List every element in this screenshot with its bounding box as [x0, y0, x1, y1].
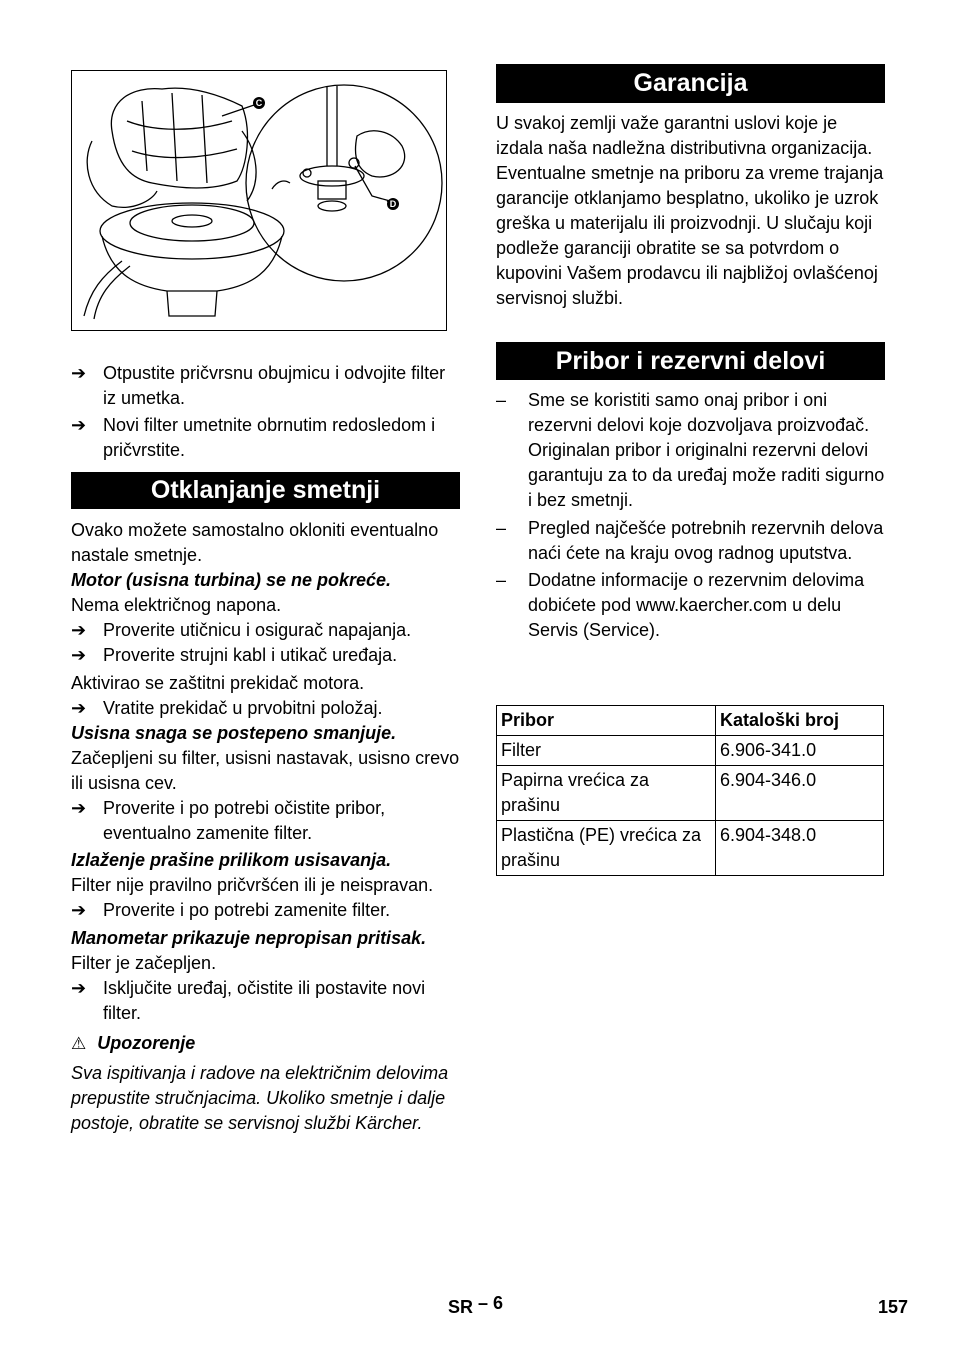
- table-cell: 6.904-346.0: [716, 766, 884, 821]
- table-cell: Plastična (PE) vrećica za prašinu: [497, 821, 716, 876]
- fix-item: [71, 976, 461, 1026]
- table-header-cell: Kataloški broj: [716, 706, 884, 736]
- warning-heading: [71, 1031, 461, 1056]
- table-row: [497, 821, 884, 876]
- dash-icon: –: [496, 390, 507, 410]
- callout-d-label: D: [389, 199, 397, 209]
- table-cell: Filter: [497, 736, 716, 766]
- warning-icon: ⚠: [71, 1034, 87, 1053]
- list-item-text: Dodatne informacije o rezervnim delovima dobićete pod www.kaercher.com u delu Servis (Service).: [528, 570, 865, 640]
- fix-text: Proverite strujni kabl i utikač uređaja.: [103, 645, 398, 665]
- footer-page-number: 157: [878, 1297, 909, 1317]
- table-row: [497, 736, 884, 766]
- arrow-icon: ➔: [71, 363, 87, 383]
- table-cell: 6.904-348.0: [716, 821, 884, 876]
- footer-section-label: [448, 1293, 504, 1318]
- list-item: [496, 568, 886, 643]
- fix-text: Vratite prekidač u prvobitni položaj.: [103, 698, 383, 718]
- fix-text: Proverite i po potrebi zamenite filter.: [103, 900, 391, 920]
- arrow-icon: ➔: [71, 415, 87, 435]
- guarantee-text: U svakoj zemlji važe garantni uslovi koje je izdala naša nadležna distributivna organizacija. Eventualne smetnje na priboru za vreme trajanja garancije otklanjamo besplatno, ukoliko je uzrok greška u materijalu ili proizvodnji. U slučaju koji podleže garanciji obratite se sa potvrdom o kupovini Vašem prodavcu ili najbližoj ovlašćenoj servisnoj službi.: [496, 113, 884, 308]
- fix-item: [71, 696, 461, 721]
- section-title-troubleshooting: Otklanjanje smetnji: [71, 472, 460, 509]
- intro-text: Ovako možete samostalno okloniti eventualno nastale smetnje.: [71, 520, 439, 565]
- section-title-guarantee: Garancija: [496, 64, 885, 103]
- fault-title: Usisna snaga se postepeno smanjuje.: [71, 723, 397, 743]
- vacuum-filter-illustration: [71, 70, 447, 331]
- list-item: [496, 388, 886, 513]
- step-item: [71, 413, 461, 463]
- list-item-text: Pregled najčešće potrebnih rezervnih delova naći ćete na kraju ovog radnog uputstva.: [528, 518, 884, 563]
- table-cell: 6.906-341.0: [716, 736, 884, 766]
- table-header-cell: Pribor: [497, 706, 716, 736]
- table-cell: Papirna vrećica za prašinu: [497, 766, 716, 821]
- section-title-accessories: Pribor i rezervni delovi: [496, 342, 885, 380]
- step-item: [71, 361, 461, 411]
- fault-cause: Filter je začepljen.: [71, 953, 217, 973]
- callout-c-label: C: [255, 98, 263, 108]
- arrow-icon: ➔: [71, 620, 87, 640]
- parts-table: [496, 705, 884, 876]
- warning-text: Sva ispitivanja i radove na električnim delovima prepustite stručnjacima. Ukoliko smetnje i dalje postoje, obratite se servisnoj službi Kärcher.: [71, 1063, 449, 1133]
- fix-text: Proverite utičnicu i osigurač napajanja.: [103, 620, 412, 640]
- fix-text: Proverite i po potrebi očistite pribor, eventualno zamenite filter.: [103, 798, 386, 843]
- fault-title: Motor (usisna turbina) se ne pokreće.: [71, 570, 392, 590]
- fix-item: [71, 618, 461, 643]
- arrow-icon: ➔: [71, 900, 87, 920]
- arrow-icon: ➔: [71, 645, 87, 665]
- list-item: [496, 516, 886, 566]
- fault-cause: Aktivirao se zaštitni prekidač motora.: [71, 673, 365, 693]
- fix-item: [71, 643, 461, 668]
- warning-title: Upozorenje: [97, 1033, 196, 1053]
- fix-item: [71, 898, 461, 923]
- step-text: Novi filter umetnite obrnutim redosledom i pričvrstite.: [103, 415, 436, 460]
- dash-icon: –: [496, 570, 507, 590]
- footer-section: SR: [448, 1297, 474, 1317]
- fault-cause: Nema električnog napona.: [71, 595, 282, 615]
- fix-item: [71, 796, 461, 846]
- fix-text: Isključite uređaj, očistite ili postavite novi filter.: [103, 978, 426, 1023]
- list-item-text: Sme se koristiti samo onaj pribor i oni rezervni delovi koje dozvoljava proizvođač. Originalan pribor i originalni rezervni delovi garantuju za to da uređaj može raditi sigurno i bez smetnji.: [528, 390, 885, 510]
- arrow-icon: ➔: [71, 698, 87, 718]
- arrow-icon: ➔: [71, 798, 87, 818]
- fault-cause: Začepljeni su filter, usisni nastavak, usisno crevo ili usisna cev.: [71, 748, 460, 793]
- table-row: [497, 766, 884, 821]
- dash-icon: –: [496, 518, 507, 538]
- arrow-icon: ➔: [71, 978, 87, 998]
- fault-title: Izlaženje prašine prilikom usisavanja.: [71, 850, 392, 870]
- fault-cause: Filter nije pravilno pričvršćen ili je neispravan.: [71, 875, 434, 895]
- fault-title: Manometar prikazuje nepropisan pritisak.: [71, 928, 427, 948]
- footer-page-label: – 6: [478, 1293, 504, 1313]
- illustration-drawing: [72, 71, 446, 330]
- table-header-row: [497, 706, 884, 736]
- step-text: Otpustite pričvrsnu obujmicu i odvojite filter iz umetka.: [103, 363, 446, 408]
